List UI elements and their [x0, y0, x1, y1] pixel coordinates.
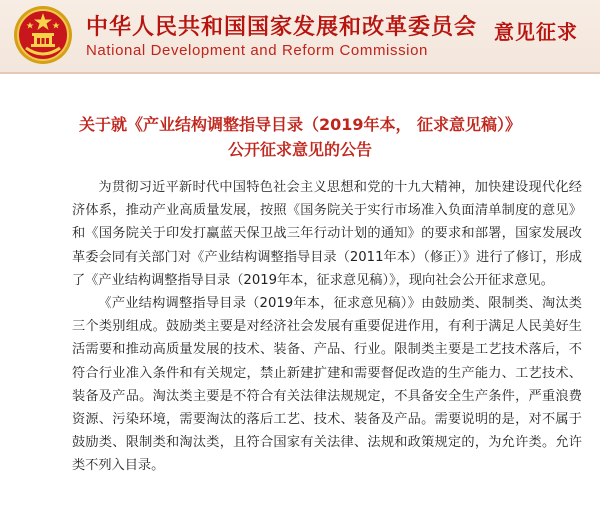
- paragraph: 《产业结构调整指导目录（2019年本，征求意见稿）》由鼓励类、限制类、淘汰类三个类别组成。鼓励类主要是对经济社会发展有重要促进作用，有利于满足人民美好生活需要和推动高质量发展的技术、装备、产品、行业。限制类主要是工艺技术落后，不符合行业准入条件和有关规定，禁止新建扩建和需要督促改造的生产能力、工艺技术、装备及产品。淘汰类主要是不符合有关法律法规规定，不具备安全生产条件，严重浪费资源、污染环境，需要淘汰的落后工艺、技术、装备及产品。需要说明的是，对不属于鼓励类、限制类和淘汰类，且符合国家有关法律、法规和政策规定的，为允许类。允许类不列入目录。: [72, 296, 582, 474]
- site-header: [0, 0, 600, 73]
- article-body: [72, 176, 582, 478]
- article-title: [20, 112, 580, 162]
- section-label[interactable]: 意见征求: [494, 20, 578, 44]
- org-name-cn: 中华人民共和国国家发展和改革委员会: [86, 15, 478, 40]
- paragraph: 为贯彻习近平新时代中国特色社会主义思想和党的十九大精神，加快建设现代化经济体系，推动产业高质量发展，按照《国务院关于实行市场准入负面清单制度的意见》和《国务院关于印发打赢蓝天保卫战三年行动计划的通知》的要求和部署，国家发展改革委会同有关部门对《产业结构调整指导目录（2011年本）（修正）》进行了修订，形成了《产业结构调整指导目录（2019年本，征求意见稿）》，现向社会公开征求意见。: [72, 180, 582, 288]
- national-emblem-icon: [12, 4, 74, 66]
- org-name-en: National Development and Reform Commission: [86, 42, 429, 59]
- article-title-line-2: 公开征求意见的公告: [227, 140, 372, 159]
- header-divider: [0, 72, 600, 74]
- article-title-line-1: 关于就《产业结构调整指导目录（2019年本， 征求意见稿）》: [78, 115, 522, 134]
